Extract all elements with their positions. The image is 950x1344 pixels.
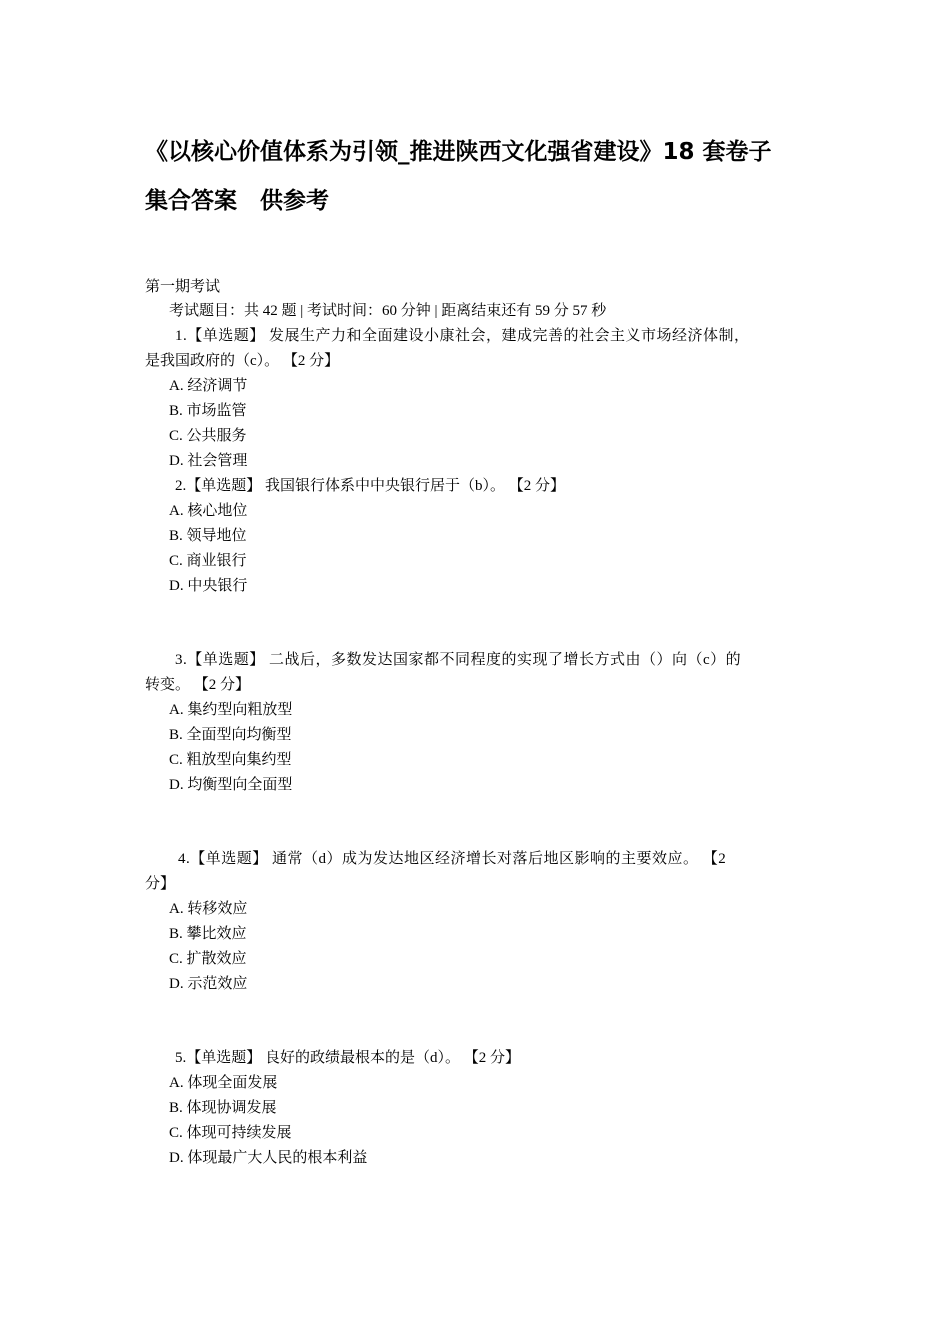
option-c: C. 扩散效应 (169, 951, 247, 967)
exam-info: 考试题目：共 42 题 | 考试时间：60 分钟 | 距离结束还有 59 分 57 秒 (169, 303, 607, 319)
question-text-continued: 是我国政府的（c）。 【2 分】 (145, 353, 340, 369)
option-a: A. 体现全面发展 (169, 1075, 278, 1091)
option-a: A. 转移效应 (169, 901, 248, 917)
option-d: D. 均衡型向全面型 (169, 777, 293, 793)
option-d: D. 示范效应 (169, 976, 248, 992)
option-a: A. 经济调节 (169, 378, 248, 394)
option-a: A. 核心地位 (169, 503, 248, 519)
question-text-continued: 分】 (145, 876, 176, 892)
option-d: D. 社会管理 (169, 453, 248, 469)
option-a: A. 集约型向粗放型 (169, 702, 293, 718)
option-c: C. 粗放型向集约型 (169, 752, 292, 768)
option-b: B. 领导地位 (169, 528, 247, 544)
option-c: C. 商业银行 (169, 553, 247, 569)
exam-name: 第一期考试 (145, 279, 221, 295)
option-c: C. 公共服务 (169, 428, 247, 444)
option-b: B. 市场监管 (169, 403, 247, 419)
option-d: D. 中央银行 (169, 578, 248, 594)
question-text: 5.【单选题】 良好的政绩最根本的是（d）。 【2 分】 (175, 1050, 521, 1066)
question-text: 4.【单选题】 通常（d）成为发达地区经济增长对落后地区影响的主要效应。 【2 (178, 851, 727, 867)
document-title-line-1: 《以核心价值体系为引领_推进陕西文化强省建设》18 套卷子 (145, 139, 772, 165)
option-d: D. 体现最广大人民的根本利益 (169, 1150, 368, 1166)
question-text: 2.【单选题】 我国银行体系中中央银行居于（b）。 【2 分】 (175, 478, 566, 494)
question-text-continued: 转变。 【2 分】 (145, 677, 251, 693)
option-b: B. 攀比效应 (169, 926, 247, 942)
question-text: 1.【单选题】 发展生产力和全面建设小康社会，建成完善的社会主义市场经济体制， (175, 328, 750, 344)
document-title-line-2: 集合答案 供参考 (145, 188, 329, 214)
option-c: C. 体现可持续发展 (169, 1125, 292, 1141)
option-b: B. 体现协调发展 (169, 1100, 277, 1116)
question-text: 3.【单选题】 二战后，多数发达国家都不同程度的实现了增长方式由（）向（c）的 (175, 652, 742, 668)
option-b: B. 全面型向均衡型 (169, 727, 292, 743)
